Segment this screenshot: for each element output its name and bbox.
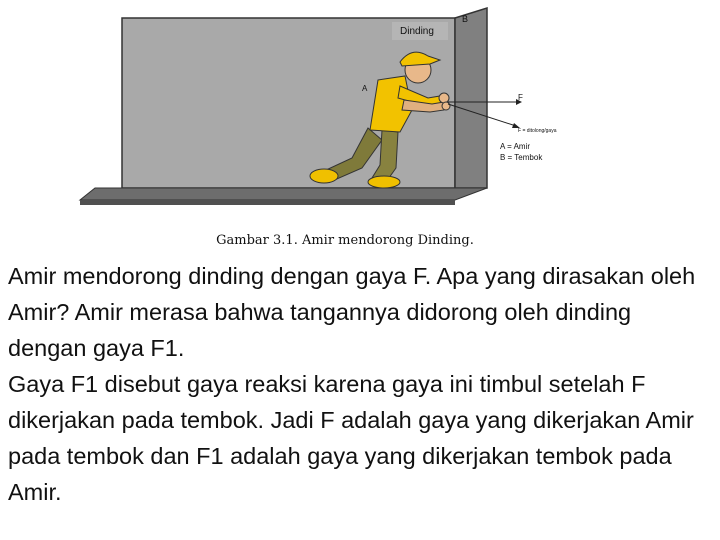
label-b: B — [462, 14, 469, 24]
label-f: F — [518, 93, 523, 102]
label-dinding: Dinding — [400, 26, 434, 37]
wall-side — [455, 8, 487, 188]
wall-floor — [80, 188, 487, 200]
paragraph-1: Amir mendorong dinding dengan gaya F. Apa yang dirasakan oleh Amir? Amir merasa bahwa tangannya didorong oleh dinding dengan gaya F1. — [8, 263, 696, 361]
body-text — [8, 258, 713, 510]
label-a: A — [362, 84, 368, 93]
legend-a: A = Amir — [500, 142, 531, 151]
illustration — [0, 0, 720, 255]
label-f-note: F = ditolong/gaya — [518, 128, 557, 134]
figure-caption: Gambar 3.1. Amir mendorong Dinding. — [216, 233, 474, 248]
paragraph-2: Gaya F1 disebut gaya reaksi karena gaya ini timbul setelah F dikerjakan pada tembok. Jadi F adalah gaya yang dikerjakan Amir pada tembok dan F1 adalah gaya yang dikerjakan tembok pada Amir. — [8, 371, 694, 505]
wall-floor-front — [80, 200, 455, 205]
legend-b: B = Tembok — [500, 153, 543, 162]
